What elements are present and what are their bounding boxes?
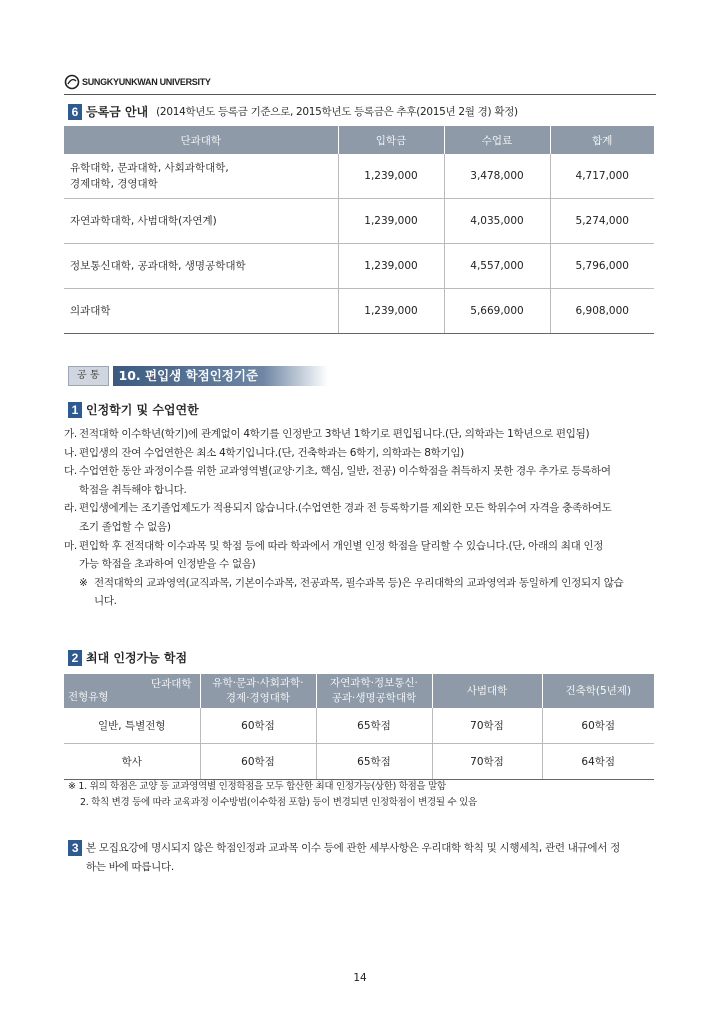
item-marker: 다. [64,465,77,478]
page-header [64,74,656,95]
total-cell: 5,274,000 [550,199,654,244]
admission-fee-cell: 1,239,000 [338,154,444,199]
logo-text: SUNGKYUNKWAN UNIVERSITY [82,77,211,87]
column-header: 단과대학 [64,126,338,154]
item-text: 편입생에게는 조기졸업제도가 적용되지 않습니다.(수업연한 경과 전 등록학기를 제외한 모든 학위수여 자격을 충족하여도 [79,502,612,515]
subsection-number: 2 [68,650,82,666]
tuition-cell: 4,035,000 [444,199,550,244]
item-marker: 가. [64,428,77,440]
item-marker: 라. [64,502,77,515]
admission-type-cell: 학사 [64,744,200,780]
subsection-number: 1 [68,402,82,418]
list-item [64,425,656,444]
table-row [64,744,654,780]
common-section-title: 10. 편입생 학점인정기준 [113,366,329,386]
admission-fee-cell: 1,239,000 [338,244,444,289]
item-continuation: 가능 학점을 초과하여 인정받을 수 없음) [79,558,256,571]
header-line: 공과·생명공학대학 [331,692,417,704]
fee-section-heading [68,103,518,120]
common-tag: 공 통 [68,366,109,386]
note-item [64,574,656,593]
column-header [316,674,432,708]
credit-cell: 65학점 [316,744,432,780]
column-header: 합계 [550,126,654,154]
credit-cell: 70학점 [432,744,542,780]
total-cell: 6,908,000 [550,289,654,334]
table-row [64,708,654,744]
university-logo [64,74,211,90]
list-item [64,462,656,481]
subsection-1-heading [68,401,199,418]
credit-cell: 60학점 [200,744,316,780]
list-item [64,537,656,556]
credit-table-header [64,674,654,708]
credit-cell: 64학점 [542,744,654,780]
item-text: 편입생의 잔여 수업연한은 최소 4학기입니다.(단, 건축학과는 6학기, 의학과는 8학기임) [79,446,464,459]
subsection-number: 3 [68,840,82,856]
credit-cell: 60학점 [542,708,654,744]
table-row [64,199,654,244]
table-row [64,244,654,289]
college-cell [64,154,338,199]
admission-fee-cell: 1,239,000 [338,289,444,334]
credit-cell: 65학점 [316,708,432,744]
subsection-3-text: 본 모집요강에 명시되지 않은 학점인정과 교과목 이수 등에 관한 세부사항은 우리대학 학칙 및 시행세칙, 관련 내규에서 정 [86,842,620,854]
fee-section-title: 등록금 안내 [86,105,149,119]
header-line: 자연과학·정보통신· [330,677,418,689]
college-cell: 정보통신대학, 공과대학, 생명공학대학 [64,244,338,289]
fee-table [64,126,654,334]
column-header [200,674,316,708]
subsection-title: 인정학기 및 수업연한 [86,403,199,417]
college-cell: 자연과학대학, 사범대학(자연계) [64,199,338,244]
credit-footnotes [68,779,477,811]
item-marker: 나. [64,446,77,459]
fee-table-header [64,126,654,154]
item-text: 전적대학 이수학년(학기)에 관계없이 4학기를 인정받고 3학년 1학기로 편입됩니다.(단, 의학과는 1학년으로 편입됨) [79,428,590,440]
section-number: 6 [68,104,82,120]
table-row [64,154,654,199]
subsection-3 [68,839,658,876]
subsection-3-continuation: 하는 바에 따릅니다. [86,860,174,873]
total-cell: 4,717,000 [550,154,654,199]
column-header: 입학금 [338,126,444,154]
diag-top-label: 단과대학 [150,678,192,690]
subsection-2-heading [68,649,187,666]
column-header: 건축학(5년제) [542,674,654,708]
item-continuation: 학점을 취득해야 합니다. [79,483,187,496]
note-marker: ※ [79,576,88,589]
diagonal-header-cell [64,674,200,708]
college-name-line: 유학대학, 문과대학, 사회과학대학, [70,162,229,174]
admission-fee-cell: 1,239,000 [338,199,444,244]
item-marker: 마. [64,539,77,552]
diag-bottom-label: 전형유형 [68,691,109,703]
note-text: 전적대학의 교과영역(교직과목, 기본이수과목, 전공과목, 필수과목 등)은 우리대학의 교과영역과 동일하게 인정되지 않습 [94,576,624,589]
tuition-cell: 3,478,000 [444,154,550,199]
total-cell: 5,796,000 [550,244,654,289]
note-continuation: 니다. [94,595,117,608]
column-header: 수업료 [444,126,550,154]
credit-cell: 60학점 [200,708,316,744]
college-name-line: 경제대학, 경영대학 [70,178,158,190]
table-row [64,289,654,334]
header-line: 경제·경영대학 [225,692,291,704]
item-text: 편입학 후 전적대학 이수과목 및 학점 등에 따라 학과에서 개인별 인정 학점을 달리할 수 있습니다.(단, 아래의 최대 인정 [79,539,604,552]
column-header: 사범대학 [432,674,542,708]
tuition-cell: 5,669,000 [444,289,550,334]
item-continuation: 조기 졸업할 수 없음) [79,520,171,533]
subsection-3-line [68,839,658,858]
list-item [64,444,656,463]
college-cell: 의과대학 [64,289,338,334]
subsection-title: 최대 인정가능 학점 [86,651,188,665]
header-line: 유학·문과·사회과학· [212,677,304,689]
item-text: 수업연한 동안 과정이수를 위한 교과영역별(교양·기초, 핵심, 일반, 전공) 이수학점을 취득하지 못한 경우 추가로 등록하여 [79,465,611,478]
subsection-1-body [64,425,656,611]
list-item [64,499,656,518]
tuition-cell: 4,557,000 [444,244,550,289]
fee-section-note: (2014학년도 등록금 기준으로, 2015학년도 등록금은 추후(2015년 2월 경) 확정) [156,106,518,118]
university-emblem-icon [64,74,80,90]
credit-cell: 70학점 [432,708,542,744]
credit-table [64,674,654,780]
admission-type-cell: 일반, 특별전형 [64,708,200,744]
page-number: 14 [353,972,367,984]
footnote: ※ 1. 위의 학점은 교양 등 교과영역별 인정학점을 모두 합산한 최대 인정가능(상한) 학점을 말함 [68,781,446,792]
footnote: 2. 학칙 변경 등에 따라 교육과정 이수방법(이수학점 포함) 등이 변경되면 인정학점이 변경될 수 있음 [80,797,477,808]
common-section-banner [68,366,328,386]
